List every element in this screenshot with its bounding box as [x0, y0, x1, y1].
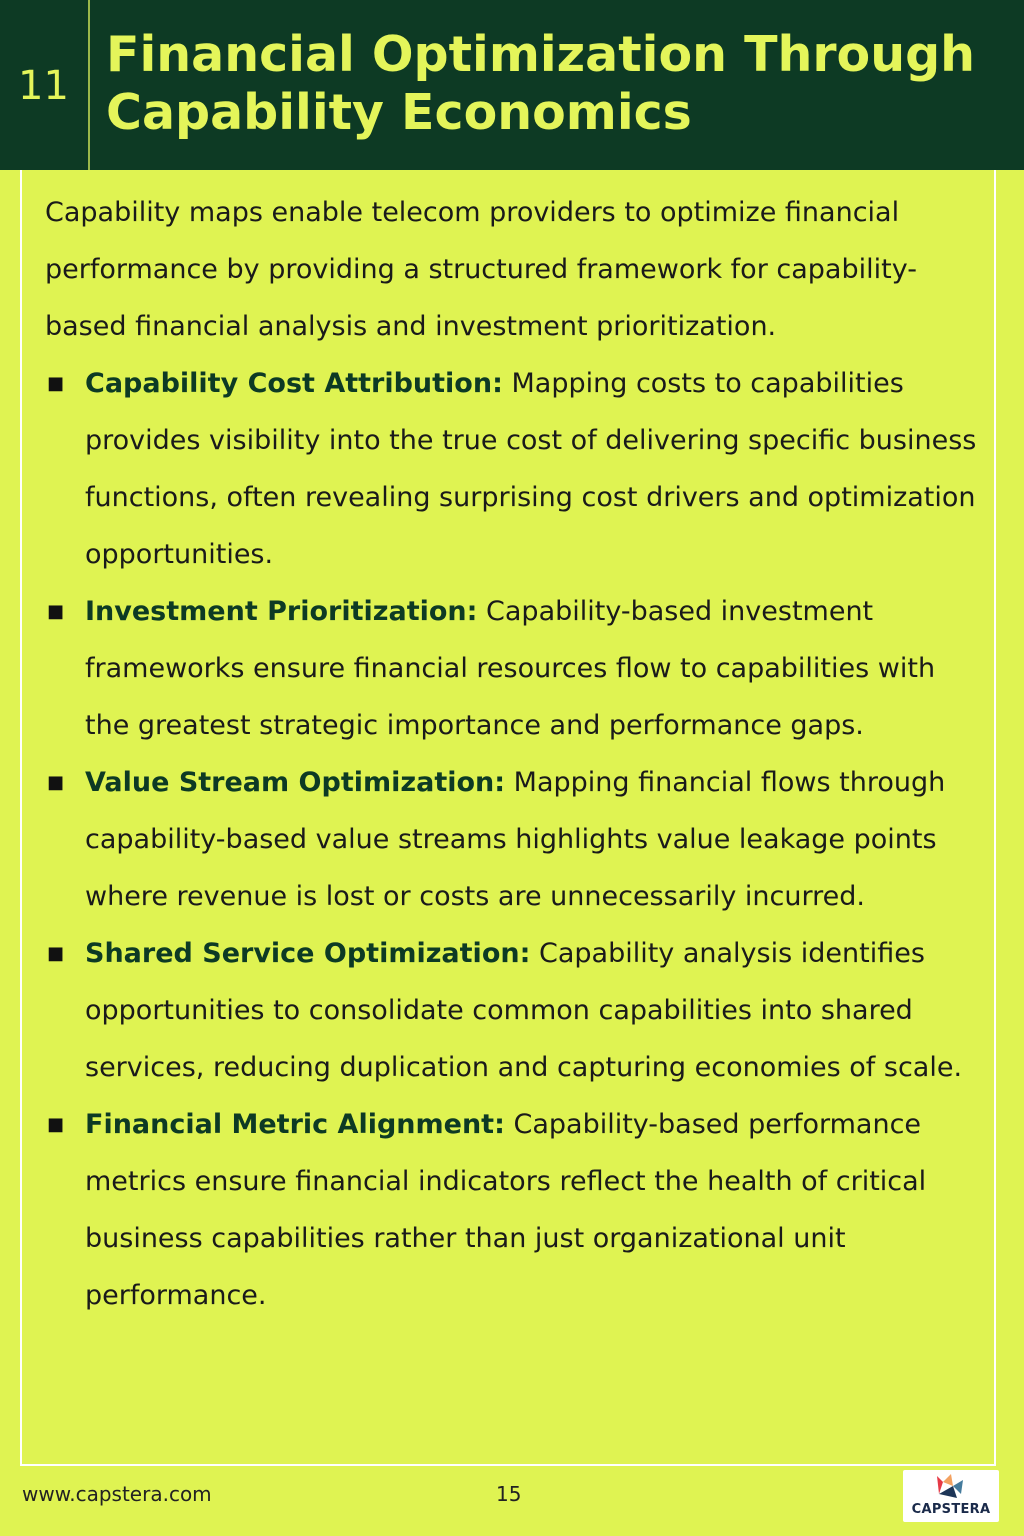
- square-bullet-icon: ■: [47, 601, 65, 622]
- bullet-title: Investment Prioritization:: [85, 596, 478, 627]
- logo-text: CAPSTERA: [911, 1502, 991, 1517]
- list-item: [45, 754, 985, 925]
- bullet-title: Financial Metric Alignment:: [85, 1109, 505, 1140]
- header-divider: [88, 0, 90, 170]
- page-number: 15: [496, 1482, 522, 1506]
- capstera-logo: [903, 1470, 999, 1522]
- title-line-1: Financial Optimization Through: [106, 26, 976, 83]
- list-item: [45, 583, 985, 754]
- bullet-text: Mapping costs to capabilities provides visibility into the true cost of delivering specific business functions, often revealing surprising cost drivers and optimization opportunities.: [85, 368, 977, 570]
- bullet-text: Capability analysis identifies opportunities to consolidate common capabilities into shared services, reducing duplication and capturing economies of scale.: [85, 938, 963, 1083]
- page-title: [106, 26, 1006, 142]
- content-body: [45, 184, 985, 1324]
- square-bullet-icon: ■: [47, 1114, 65, 1135]
- bullet-title: Capability Cost Attribution:: [85, 368, 503, 399]
- list-item: [45, 1096, 985, 1324]
- website-link[interactable]: www.capstera.com: [22, 1482, 212, 1506]
- capstera-logo-icon: [923, 1472, 979, 1502]
- bullet-text: Mapping financial flows through capability-based value streams highlights value leakage points where revenue is lost or costs are unnecessarily incurred.: [85, 767, 946, 912]
- list-item: [45, 355, 985, 583]
- square-bullet-icon: ■: [47, 772, 65, 793]
- square-bullet-icon: ■: [47, 373, 65, 394]
- list-item: [45, 925, 985, 1096]
- bullet-text: Capability-based investment frameworks ensure financial resources flow to capabilities with the greatest strategic importance and performance gaps.: [85, 596, 936, 741]
- title-line-2: Capability Economics: [106, 84, 692, 141]
- section-number: 11: [18, 63, 69, 109]
- bullet-title: Shared Service Optimization:: [85, 938, 531, 969]
- intro-paragraph: Capability maps enable telecom providers to optimize financial performance by providing a structured framework for capability-based financial analysis and investment prioritization.: [45, 197, 917, 342]
- page-header: [0, 0, 1024, 170]
- bullet-text: Capability-based performance metrics ensure financial indicators reflect the health of critical business capabilities rather than just organizational unit performance.: [85, 1109, 927, 1311]
- square-bullet-icon: ■: [47, 943, 65, 964]
- bullet-title: Value Stream Optimization:: [85, 767, 506, 798]
- bullet-list: [45, 355, 985, 1324]
